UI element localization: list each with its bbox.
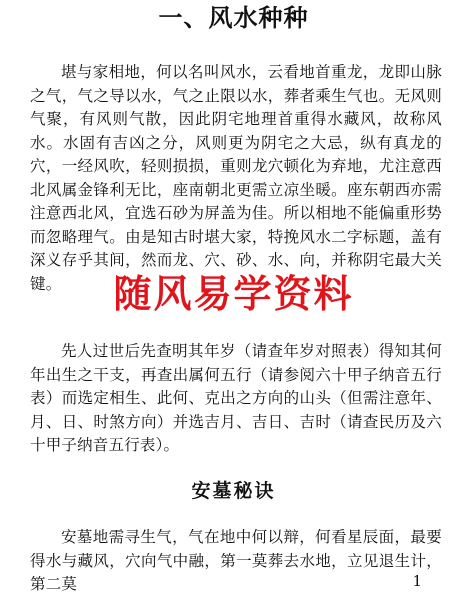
watermark-text: 随风易学资料 <box>113 272 354 316</box>
paragraph-burial-timing: 先人过世后先查明其年岁（请查年岁对照表）得知其何年出生之干支，再查出属何五行（请参阅六十甲子纳音五行表）而选定相生、此何、克出之方向的山头（但需注意年、月、日、时煞方向）并选吉月、吉日、吉时（请查民历及六十甲子纳音五行表）。 <box>30 342 442 454</box>
paragraph-fengshui-intro: 堪与家相地，何以名叫风水，云看地首重龙，龙即山脉之气，气之导以水，气之止限以水，葬者乘生气也。无风则气聚，有风则气散，因此阴宅地理首重得水藏风，故称风水。水固有吉凶之分，风则更为阴宅之大忌，纵有真龙的穴，一经风吹，轻则损损，重则龙穴顿化为弃地，尤注意西北风属金锋利无比，座南朝北更需立凉坐暖。座东朝西亦需注意西北风，宜选石砂为屏盖为佳。所以相地不能偏重形势而忽略理气。由是知古时堪大家，特挽风水二字标题，盖有深义存乎其间，然而龙、穴、砂、水、向，并称阴宅最大关键。 <box>30 63 442 293</box>
page-title: 一、风水种种 <box>158 4 309 32</box>
paragraph-burial-secrets: 安墓地需寻生气，气在地中何以辩，何看星辰面，最要得水与藏风，穴向气中融，第一莫葬去水地，立见退生计，第二莫 <box>30 528 442 593</box>
page-number: 1 <box>412 572 422 590</box>
section-title: 安墓秘诀 <box>191 480 276 502</box>
